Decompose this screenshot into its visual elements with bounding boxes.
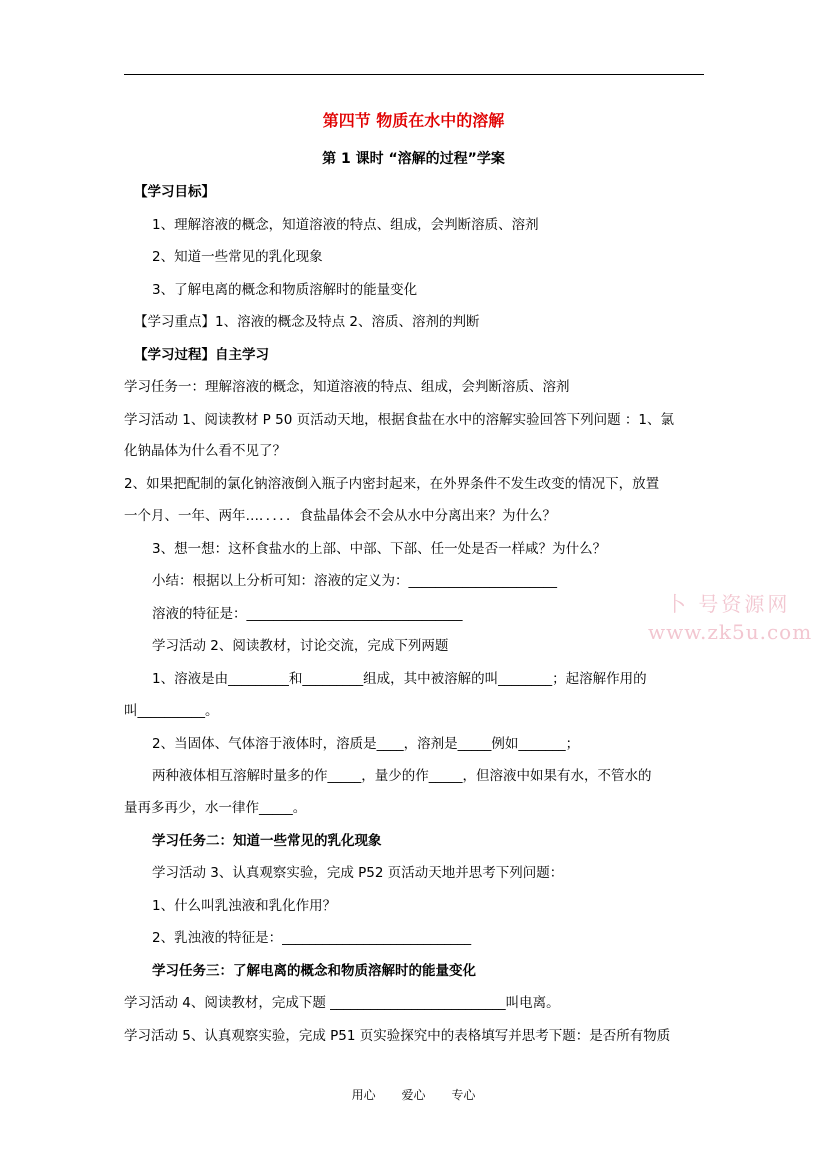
watermark-line-1: 卜 号资源网 (666, 592, 791, 616)
activity-2-q1-line-2: 叫__________。 (124, 703, 219, 719)
activity-5: 学习活动 5、认真观察实验，完成 P51 页实验探究中的表格填写并思考下题：是否所有物质 (124, 1028, 671, 1044)
activity-2: 学习活动 2、阅读教材，讨论交流，完成下列两题 (152, 638, 449, 654)
summary-features: 溶液的特征是：________________________________ (152, 606, 463, 622)
footer-item-2: 爱心 (401, 1088, 426, 1102)
objective-1: 1、理解溶液的概念，知道溶液的特点、组成，会判断溶质、溶剂 (152, 217, 539, 233)
question-3: 3、想一想：这杯食盐水的上部、中部、下部、任一处是否一样咸？为什么？ (152, 541, 607, 557)
page-subtitle: 第 1 课时 “溶解的过程”学案 (322, 151, 505, 167)
footer-item-1: 用心 (351, 1088, 376, 1102)
activity-1-line-1: 学习活动 1、阅读教材 P 50 页活动天地，根据食盐在水中的溶解实验回答下列问题 ：1、氯 (124, 412, 674, 428)
activity-3-q1: 1、什么叫乳浊液和乳化作用？ (152, 898, 337, 914)
watermark-line-2: www.zk5u.com (648, 620, 813, 644)
page-title: 第四节 物质在水中的溶解 (322, 111, 505, 130)
activity-2-q2: 2、当固体、气体溶于液体时，溶质是____，溶剂是_____例如_______； (152, 736, 580, 752)
objective-2: 2、知道一些常见的乳化现象 (152, 249, 323, 265)
header-rule (124, 74, 704, 75)
task-3: 学习任务三：了解电离的概念和物质溶解时的能量变化 (152, 963, 476, 979)
activity-2-q2-liquids-line-2: 量再多再少，水一律作_____。 (124, 800, 307, 816)
question-2-line-2: 一个月、一年、两年…．．．．．食盐晶体会不会从水中分离出来？为什么？ (124, 508, 556, 524)
question-2-line-1: 2、如果把配制的氯化钠溶液倒入瓶子内密封起来，在外界条件不发生改变的情况下，放置 (124, 476, 660, 492)
task-1: 学习任务一：理解溶液的概念，知道溶液的特点、组成，会判断溶质、溶剂 (124, 379, 570, 395)
section-heading-process: 【学习过程】自主学习 (134, 347, 269, 363)
section-heading-objectives: 【学习目标】 (134, 184, 215, 200)
watermark (648, 590, 812, 646)
task-2: 学习任务二：知道一些常见的乳化现象 (152, 833, 382, 849)
objective-3: 3、了解电离的概念和物质溶解时的能量变化 (152, 282, 418, 298)
footer-item-3: 专心 (451, 1088, 476, 1102)
activity-3: 学习活动 3、认真观察实验，完成 P52 页活动天地并思考下列问题： (152, 865, 564, 881)
activity-2-q1-line-1: 1、溶液是由_________和_________组成，其中被溶解的叫________；起溶解作用的 (152, 671, 647, 687)
key-points: 【学习重点】1、溶液的概念及特点 2、溶质、溶剂的判断 (134, 314, 480, 330)
summary-definition: 小结：根据以上分析可知：溶液的定义为：______________________ (152, 573, 557, 589)
activity-3-q2: 2、乳浊液的特征是：____________________________ (152, 930, 472, 946)
activity-1-line-2: 化钠晶体为什么看不见了？ (124, 443, 286, 459)
activity-4: 学习活动 4、阅读教材，完成下题 __________________________叫电离。 (124, 995, 560, 1011)
page-footer (0, 1086, 827, 1103)
activity-2-q2-liquids-line-1: 两种液体相互溶解时量多的作_____，量少的作_____，但溶液中如果有水，不管水的 (152, 768, 652, 784)
